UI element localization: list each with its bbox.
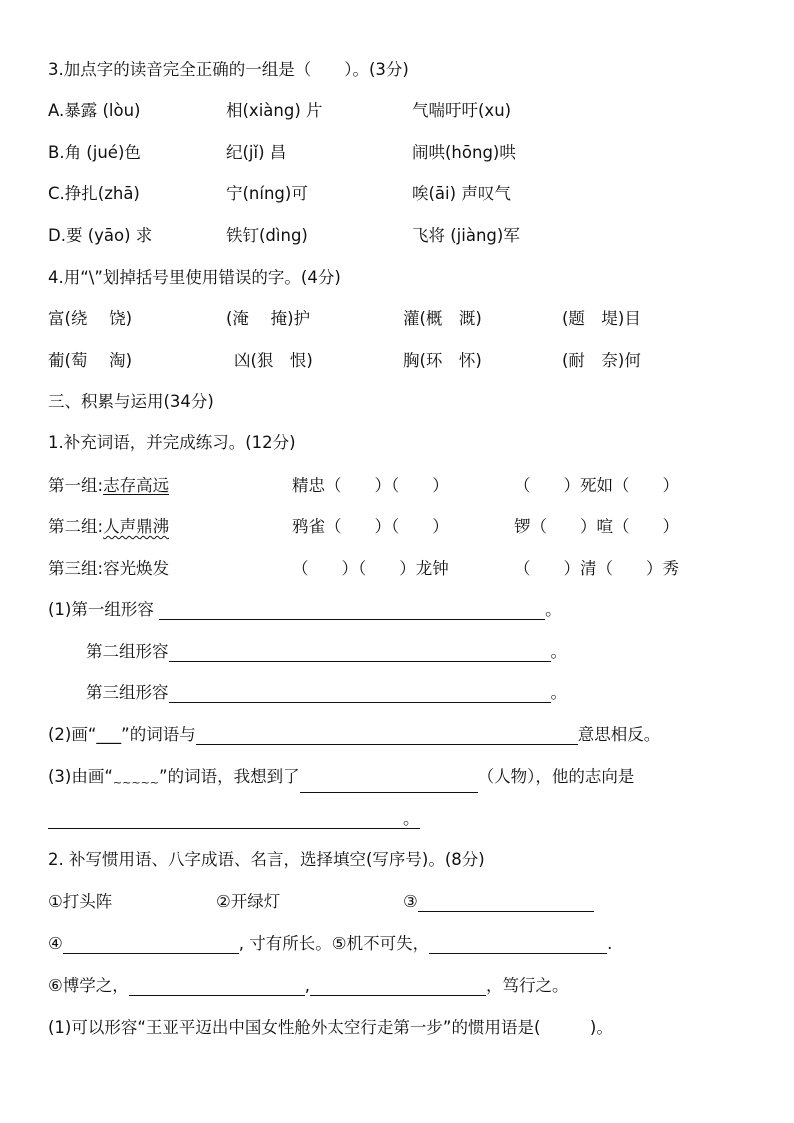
sub2-suffix: 意思相反。 xyxy=(577,725,661,744)
sub1-line-2 xyxy=(86,642,567,662)
q2-item-2: ②开绿灯 xyxy=(216,892,281,911)
q3-option-d-3: 飞将 (jiàng)军 xyxy=(412,226,520,245)
q3-option-b-3: 闹哄(hōng)哄 xyxy=(412,143,516,162)
q3-option-a-2: 相(xiàng) 片 xyxy=(226,101,323,120)
sub1-g2-label: 第二组形容 xyxy=(86,642,169,661)
group-3-b: （ ）（ ）龙钟 xyxy=(292,559,449,578)
q4-stem: 4.用“\”划掉括号里使用错误的字。(4分) xyxy=(48,268,341,287)
q1-stem: 1.补充词语，并完成练习。(12分) xyxy=(48,433,296,452)
sub3-end: 。 xyxy=(403,809,420,828)
answer-blank[interactable] xyxy=(159,601,545,620)
q3-option-c-1: C.挣扎(zhā) xyxy=(48,184,140,203)
q3-option-b-2: 纪(jǐ) 昌 xyxy=(226,143,287,162)
q2-stem: 2. 补写惯用语、八字成语、名言，选择填空(写序号)。(8分) xyxy=(48,850,485,869)
section-title: 三、积累与运用(34分) xyxy=(48,392,214,411)
q3-option-a-3: 气喘吁吁(xu) xyxy=(412,101,512,120)
item3-marker: ③ xyxy=(403,892,418,911)
sub3-line xyxy=(48,767,634,793)
sub3-mid: ”的词语，我想到了 xyxy=(159,767,300,786)
q4-item: (淹 掩)护 xyxy=(226,309,311,328)
q4-item: 富(绕 饶) xyxy=(48,309,133,328)
group-word: 容光焕发 xyxy=(103,559,170,578)
q2-sub1: (1)可以形容“王亚平迈出中国女性舱外太空行走第一步”的惯用语是( )。 xyxy=(48,1018,613,1037)
sub1-line-1 xyxy=(48,600,562,620)
comma: , xyxy=(304,976,311,995)
q2-line-6 xyxy=(48,976,569,996)
answer-blank[interactable] xyxy=(196,726,578,745)
q2-line-4 xyxy=(48,934,612,954)
sub2-line xyxy=(48,725,660,745)
item4-marker: ④ xyxy=(48,934,63,953)
q2-item-3 xyxy=(403,892,594,912)
sub1-prefix: (1)第一组形容 xyxy=(48,600,154,619)
sub3-prefix: (3)由画“ xyxy=(48,767,113,786)
q3-option-a-1: A.暴露 (lòu) xyxy=(48,101,141,120)
group-label: 第三组: xyxy=(48,559,104,578)
answer-blank[interactable] xyxy=(429,935,607,954)
group-3-label xyxy=(48,559,169,579)
item4-end: . xyxy=(607,934,613,953)
group-3-c: （ ）清（ ）秀 xyxy=(514,559,679,578)
item6-end: ，笃行之。 xyxy=(486,976,569,995)
period: 。 xyxy=(550,683,567,702)
q4-item: (题 堤)目 xyxy=(562,309,641,328)
answer-blank[interactable] xyxy=(63,935,239,954)
group-2-c: 锣（ ）喧（ ） xyxy=(514,517,679,536)
group-1-label xyxy=(48,476,169,496)
q3-option-c-3: 唉(āi) 声叹气 xyxy=(412,184,511,203)
q3-option-c-2: 宁(níng)可 xyxy=(226,184,308,203)
q2-item-1: ①打头阵 xyxy=(48,892,113,911)
sub3-suffix: （人物），他的志向是 xyxy=(477,767,635,786)
sub2-prefix: (2)画“ xyxy=(48,725,97,744)
group-1-b: 精忠（ ）（ ） xyxy=(292,476,449,495)
answer-blank[interactable] xyxy=(48,810,403,829)
period: 。 xyxy=(545,600,562,619)
q3-option-b-1: B.角 (jué)色 xyxy=(48,143,141,162)
answer-blank[interactable] xyxy=(169,684,551,703)
q3-option-d-2: 铁钉(dìng) xyxy=(226,226,308,245)
sub1-g3-label: 第三组形容 xyxy=(86,683,169,702)
sub3-line-2 xyxy=(48,809,420,829)
sub2-mark: ___ xyxy=(96,725,122,744)
group-2-label xyxy=(48,517,169,537)
q4-item: 胸(环 怀) xyxy=(403,351,482,370)
group-label: 第二组: xyxy=(48,517,104,536)
answer-blank[interactable] xyxy=(310,977,486,996)
answer-blank[interactable] xyxy=(169,643,551,662)
q4-item: 凶(狠 恨) xyxy=(234,351,313,370)
item6-prefix: ⑥博学之， xyxy=(48,976,129,995)
q4-item: 葡(萄 淘) xyxy=(48,351,133,370)
q3-option-d-1: D.要 (yāo) 求 xyxy=(48,226,153,245)
sub3-mark: ~~~~~ xyxy=(112,776,160,789)
q3-stem: 3.加点字的读音完全正确的一组是（ ）。(3分) xyxy=(48,60,409,79)
group-1-c: （ ）死如（ ） xyxy=(514,476,679,495)
period: 。 xyxy=(550,642,567,661)
answer-blank[interactable] xyxy=(418,893,594,912)
group-2-b: 鸦雀（ ）（ ） xyxy=(292,517,449,536)
sub2-mid: ”的词语与 xyxy=(121,725,196,744)
sub1-line-3 xyxy=(86,683,567,703)
q4-item: 灌(概 溉) xyxy=(403,309,482,328)
q4-item: (耐 奈)何 xyxy=(562,351,641,370)
group-label: 第一组: xyxy=(48,476,104,495)
underlined-word: 志存高远 xyxy=(103,476,170,495)
answer-blank[interactable] xyxy=(300,774,478,793)
item4-mid: , 寸有所长。⑤机不可失， xyxy=(238,934,430,953)
answer-blank[interactable] xyxy=(129,977,305,996)
wavy-underlined-word: 人声鼎沸 xyxy=(103,517,170,536)
